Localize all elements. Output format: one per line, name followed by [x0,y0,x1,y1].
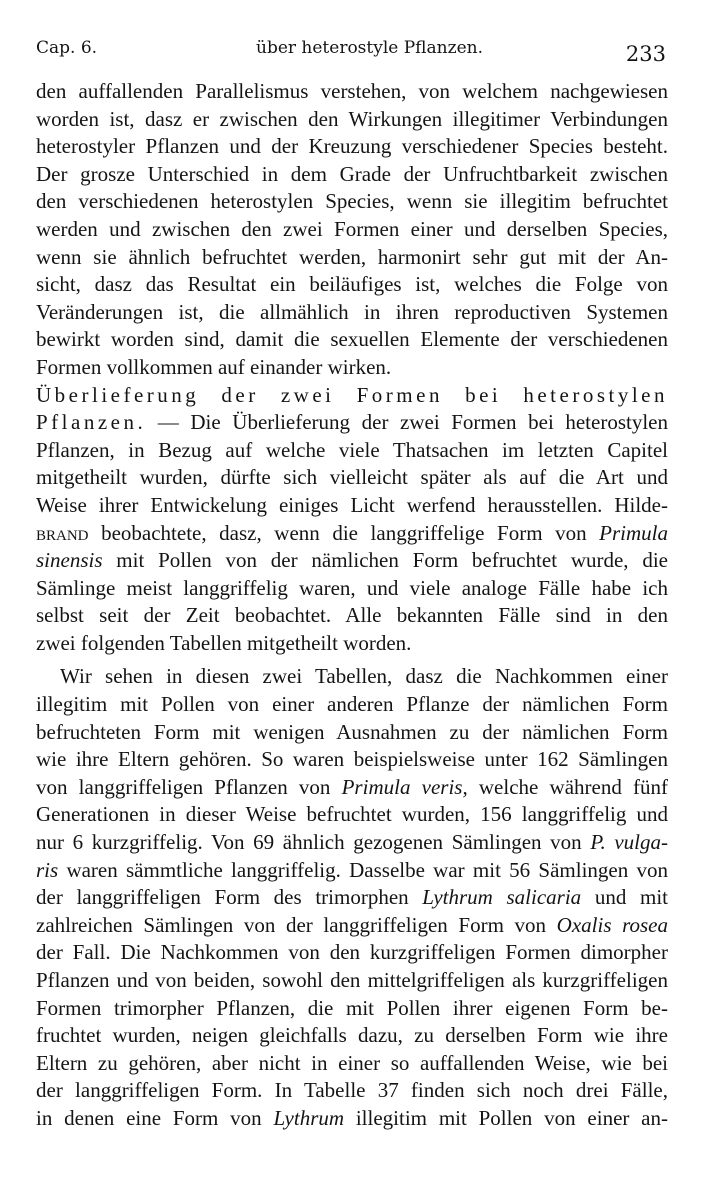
text-line: Sämlinge meist langgriffelig waren, und viele analoge Fälle habe ich [36,575,668,600]
text-line [36,409,668,437]
author-name: brand [36,520,89,545]
text-line: Wir sehen in diesen zwei Tabellen, dasz die Nachkommen einer [60,664,668,689]
text-line: Eltern zu gehören, aber nicht in einer so auffallenden Weise, wie bei [36,1050,668,1075]
species-name: P. vulga- [590,830,668,855]
text-span: waren sämmtliche langgriffelig. Dasselbe war mit 56 Sämlingen von [58,857,668,882]
text-line: heterostyler Pflanzen und der Kreuzung verschiedener Species besteht. [36,134,668,159]
text-line: wenn sie ähnlich befruchtet werden, harmonirt sehr gut mit der An- [36,244,668,269]
text-span: und mit [581,885,668,910]
species-name: Primula veris, [341,774,468,799]
paragraph-1 [36,78,668,382]
text-span: welche während fünf [467,774,669,799]
text-line [36,912,668,940]
text-line: Veränderungen ist, die allmählich in ihren reproductiven Systemen [36,299,668,324]
text-span: nur 6 kurzgriffelig. Von 69 ähnlich gezogenen Sämlingen von [36,830,591,855]
text-line: werden und zwischen den zwei Formen einer und derselben Species, [36,216,668,241]
text-line: den auffallenden Parallelismus verstehen, von welchem nachgewiesen [36,79,668,103]
page-number: 233 [625,42,666,66]
section-heading: Überlieferung der zwei Formen bei heterostylen [36,382,668,407]
text-span: von langgriffeligen Pflanzen von [36,774,342,799]
text-line: zwei folgenden Tabellen mitgetheilt worden. [36,630,412,655]
text-line: Formen trimorpher Pflanzen, die mit Pollen ihrer eigenen Form be- [36,995,668,1020]
text-span: zahlreichen Sämlingen von der langgriffeligen Form von [36,912,557,937]
section-heading-end: Pflanzen. [36,410,147,435]
text-line [36,857,668,885]
text-line [36,774,668,802]
text-line: der langgriffeligen Form. In Tabelle 37 finden sich noch drei Fälle, [36,1078,668,1103]
running-title: über heterostyle Pflanzen. [256,38,483,58]
section-heading-line [36,382,668,410]
species-name: Lythrum salicaria [422,885,582,910]
species-name: Lythrum [273,1105,345,1130]
text-span: illegitim mit Pollen von einer an- [344,1105,668,1130]
page-header [36,34,668,64]
text-line: Generationen in dieser Weise befruchtet wurden, 156 langgriffelig und [36,802,668,827]
text-line [36,547,668,575]
text-line: fruchtet wurden, neigen gleichfalls dazu, zu derselben Form wie ihre [36,1023,668,1048]
text-span: in denen eine Form von [36,1105,274,1130]
text-line [36,829,668,857]
species-name: Oxalis rosea [556,912,669,937]
text-line: Der grosze Unterschied in dem Grade der Unfruchtbarkeit zwischen [36,161,668,186]
chapter-label: Cap. 6. [36,38,98,58]
text-line: mitgetheilt wurden, dürfte sich vielleicht später als auf die Art und [36,465,668,490]
paragraph-2 [36,382,668,658]
text-span: mit Pollen von der nämlichen Form befruchtet wurde, die [102,548,668,573]
text-line: der Fall. Die Nachkommen von den kurzgriffeligen Formen dimorpher [36,940,668,965]
page-body [36,78,668,1133]
text-line: wie ihre Eltern gehören. So waren beispielsweise unter 162 Sämlingen [36,747,668,772]
species-name: Primula [599,520,668,545]
text-line [36,1105,668,1133]
text-line: Weise ihrer Entwickelung einiges Licht werfend herausstellen. Hilde- [36,492,668,517]
text-line: befruchteten Form mit wenigen Ausnahmen zu der nämlichen Form [36,719,668,744]
text-line: Formen vollkommen auf einander wirken. [36,354,392,379]
text-line [36,520,668,548]
text-line: den verschiedenen heterostylen Species, wenn sie illegitim befruchtet [36,189,668,214]
text-line: Pflanzen, in Bezug auf welche viele Thatsachen im letzten Capitel [36,437,668,462]
text-line: Pflanzen und von beiden, sowohl den mittelgriffeligen als kurzgriffeligen [36,968,668,992]
text-span: beobachtete, dasz, wenn die langgriffelige Form von [88,520,600,545]
text-line: illegitim mit Pollen von einer anderen Pflanze der nämlichen Form [36,692,668,717]
text-span: der langgriffeligen Form des trimorphen [36,885,423,910]
text-line [36,884,668,912]
text-line: sicht, dasz das Resultat ein beiläufiges ist, welches die Folge von [36,272,668,297]
species-name: ris [36,857,59,882]
text-span: — Die Überlieferung der zwei Formen bei heterostylen [146,410,668,435]
text-line: bewirkt worden sind, damit die sexuellen Elemente der verschiedenen [36,327,668,352]
text-line: worden ist, dasz er zwischen den Wirkungen illegitimer Verbindungen [36,106,668,131]
text-line: selbst seit der Zeit beobachtet. Alle bekannten Fälle sind in den [36,603,668,628]
species-name: sinensis [36,548,103,573]
paragraph-3 [36,663,668,1132]
